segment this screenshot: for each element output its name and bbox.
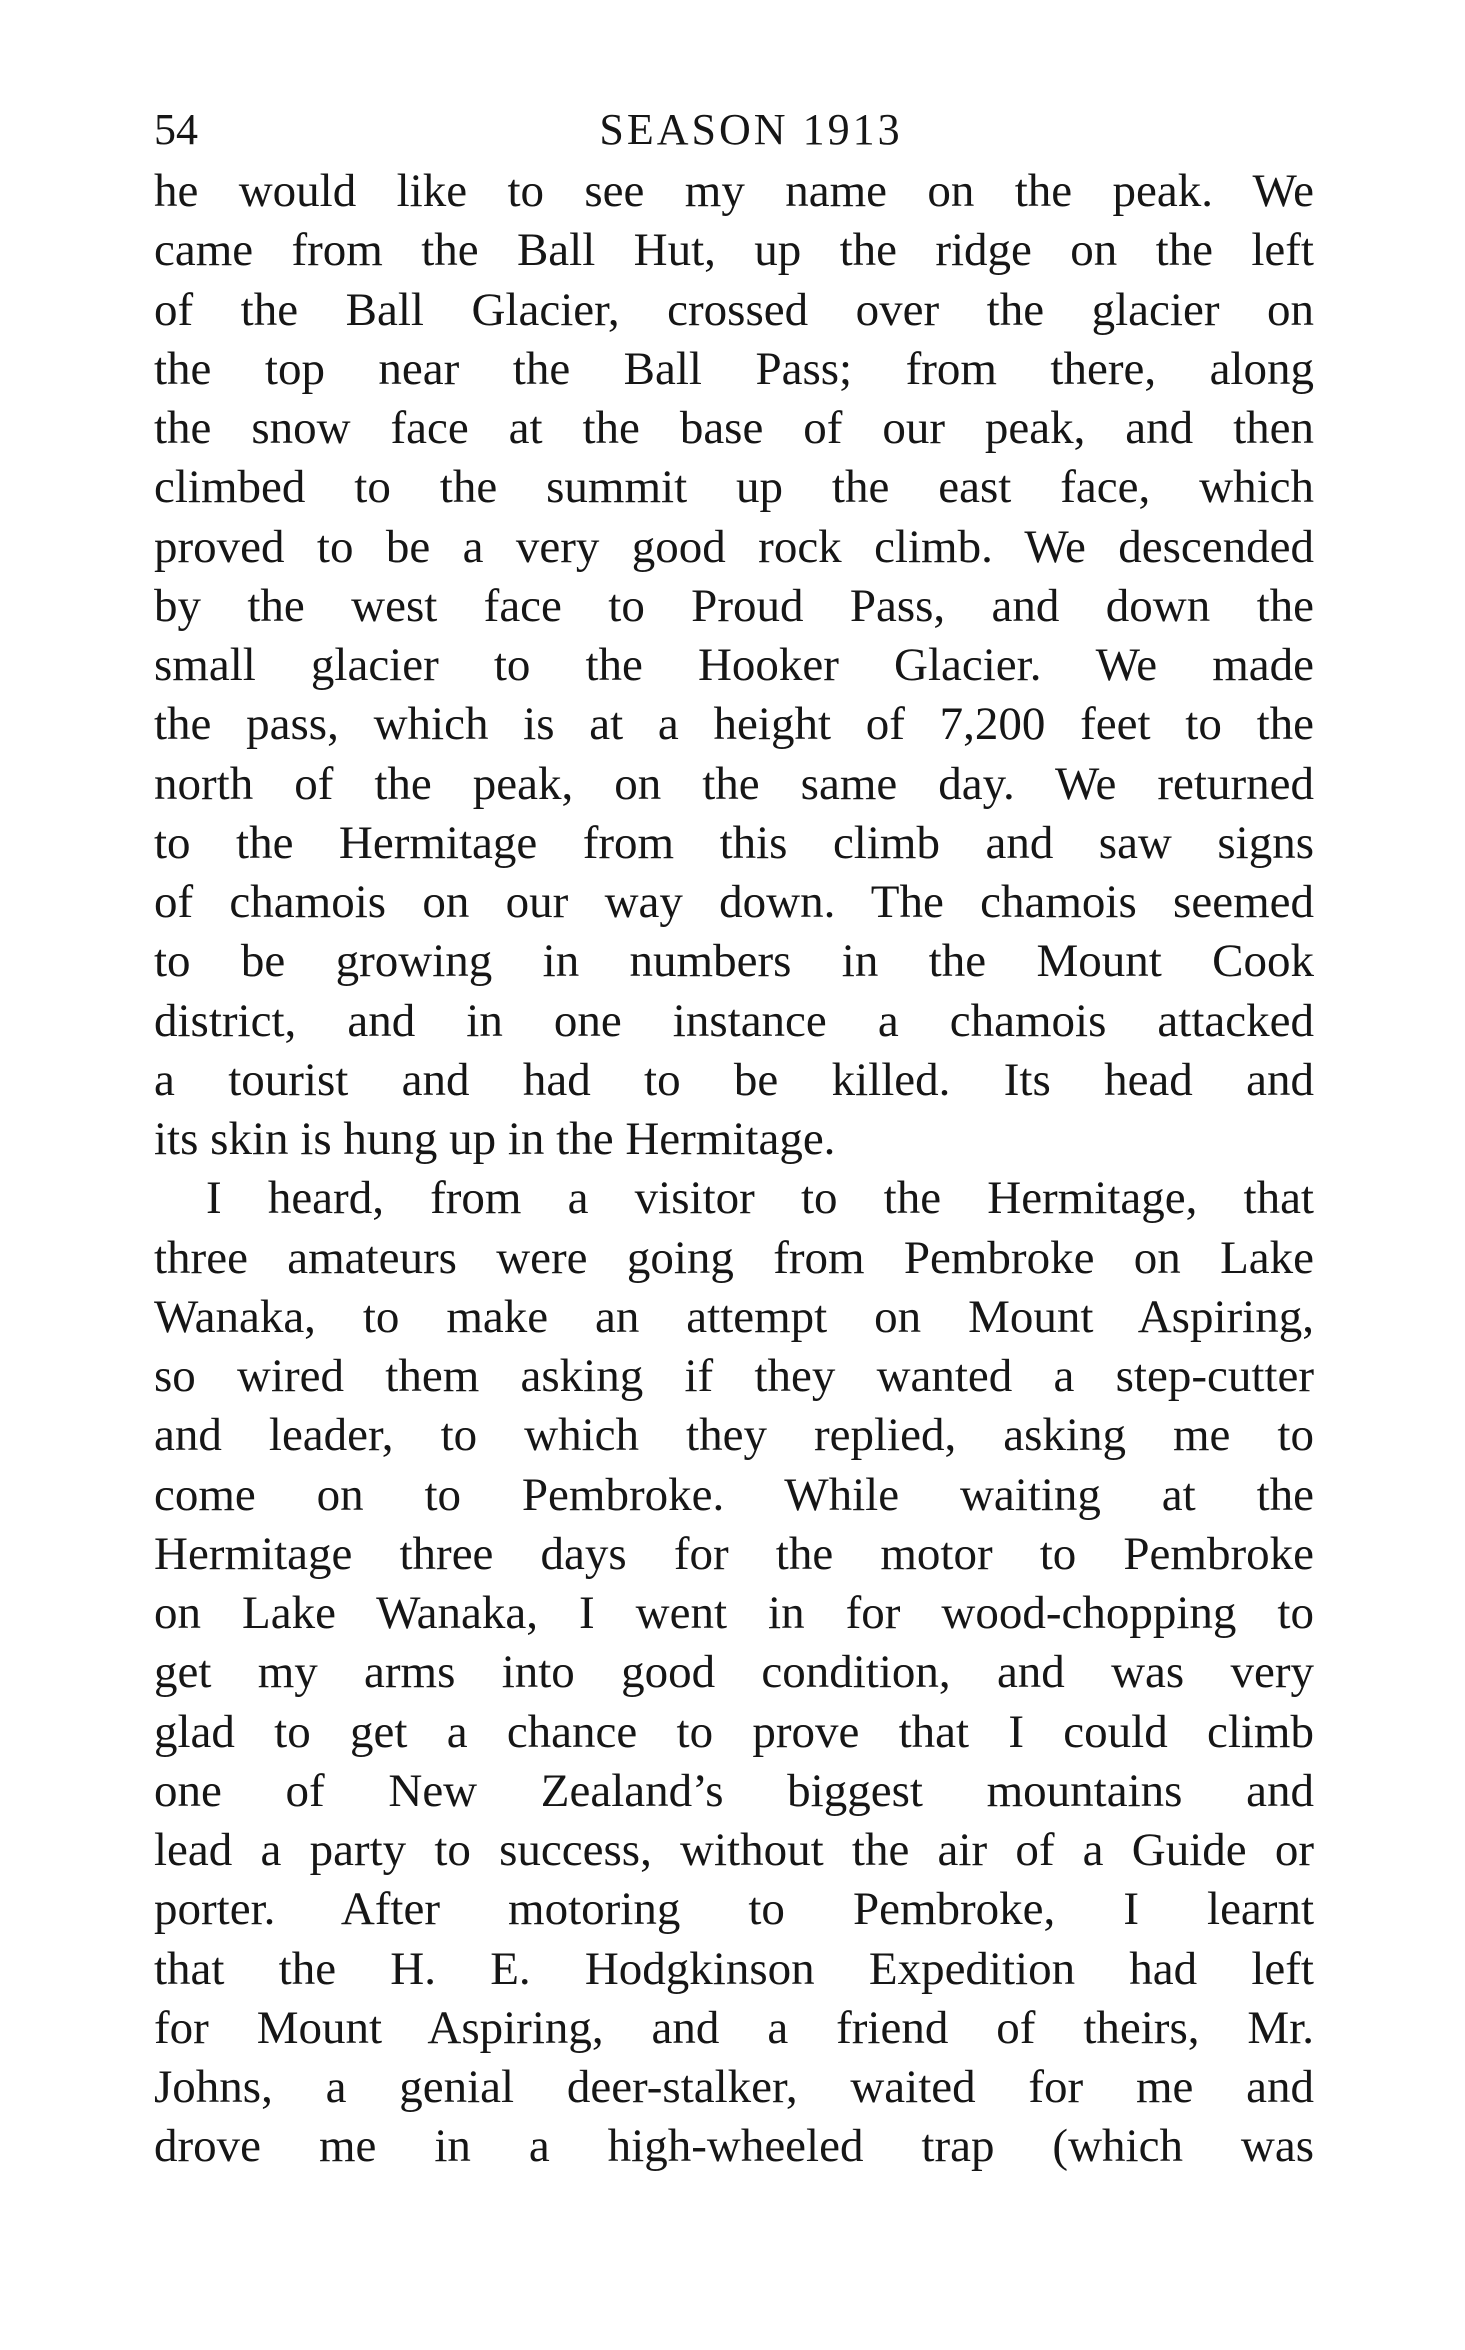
text-line: proved to be a very good rock climb. We descended xyxy=(154,520,1314,573)
text-line: the pass, which is at a height of 7,200 feet to the xyxy=(154,698,1314,751)
text-line: and leader, to which they replied, asking me to xyxy=(154,1409,1314,1462)
text-line: drove me in a high-wheeled trap (which was xyxy=(154,2120,1314,2173)
page-header xyxy=(154,100,1314,160)
text-line: by the west face to Proud Pass, and down the xyxy=(154,579,1314,632)
text-line: for Mount Aspiring, and a friend of theirs, Mr. xyxy=(154,2001,1314,2054)
paragraph xyxy=(154,1169,1314,2176)
text-line: on Lake Wanaka, I went in for wood-chopping to xyxy=(154,1587,1314,1639)
book-page xyxy=(154,100,1314,2177)
text-line: the top near the Ball Pass; from there, along xyxy=(154,342,1314,395)
text-line: Hermitage three days for the motor to Pembroke xyxy=(154,1527,1314,1580)
text-line: district, and in one instance a chamois attacked xyxy=(154,994,1314,1047)
text-line: get my arms into good condition, and was very xyxy=(154,1646,1314,1699)
paragraph xyxy=(154,162,1314,1169)
text-line: a tourist and had to be killed. Its head and xyxy=(154,1053,1314,1106)
text-line: he would like to see my name on the peak. We xyxy=(154,165,1314,217)
text-line: small glacier to the Hooker Glacier. We made xyxy=(154,639,1314,691)
text-line: porter. After motoring to Pembroke, I learnt xyxy=(154,1883,1314,1936)
text-line: come on to Pembroke. While waiting at the xyxy=(154,1468,1314,1521)
text-line: I heard, from a visitor to the Hermitage, that xyxy=(206,1172,1314,1225)
text-line: came from the Ball Hut, up the ridge on the left xyxy=(154,224,1314,277)
text-line: Johns, a genial deer-stalker, waited for me and xyxy=(154,2061,1314,2113)
text-line: three amateurs were going from Pembroke on Lake xyxy=(154,1231,1314,1284)
text-line: so wired them asking if they wanted a step-cutter xyxy=(154,1350,1314,1402)
text-line: north of the peak, on the same day. We returned xyxy=(154,757,1314,810)
text-line: of the Ball Glacier, crossed over the glacier on xyxy=(154,283,1314,336)
text-line: climbed to the summit up the east face, which xyxy=(154,461,1314,514)
text-line: of chamois on our way down. The chamois seemed xyxy=(154,876,1314,928)
text-line: Wanaka, to make an attempt on Mount Aspiring, xyxy=(154,1290,1314,1343)
text-line: lead a party to success, without the air of a Guide or xyxy=(154,1824,1314,1876)
text-line: the snow face at the base of our peak, and then xyxy=(154,402,1314,454)
text-line: glad to get a chance to prove that I could climb xyxy=(154,1705,1314,1758)
text-line: its skin is hung up in the Hermitage. xyxy=(154,1113,836,1165)
running-head: SEASON 1913 xyxy=(599,105,903,154)
text-line: that the H. E. Hodgkinson Expedition had left xyxy=(154,1942,1314,1995)
text-line: to be growing in numbers in the Mount Cook xyxy=(154,935,1314,988)
page-number: 54 xyxy=(154,105,198,154)
body-text xyxy=(154,162,1314,2177)
text-line: one of New Zealand’s biggest mountains and xyxy=(154,1764,1314,1817)
text-line: to the Hermitage from this climb and saw signs xyxy=(154,816,1314,869)
